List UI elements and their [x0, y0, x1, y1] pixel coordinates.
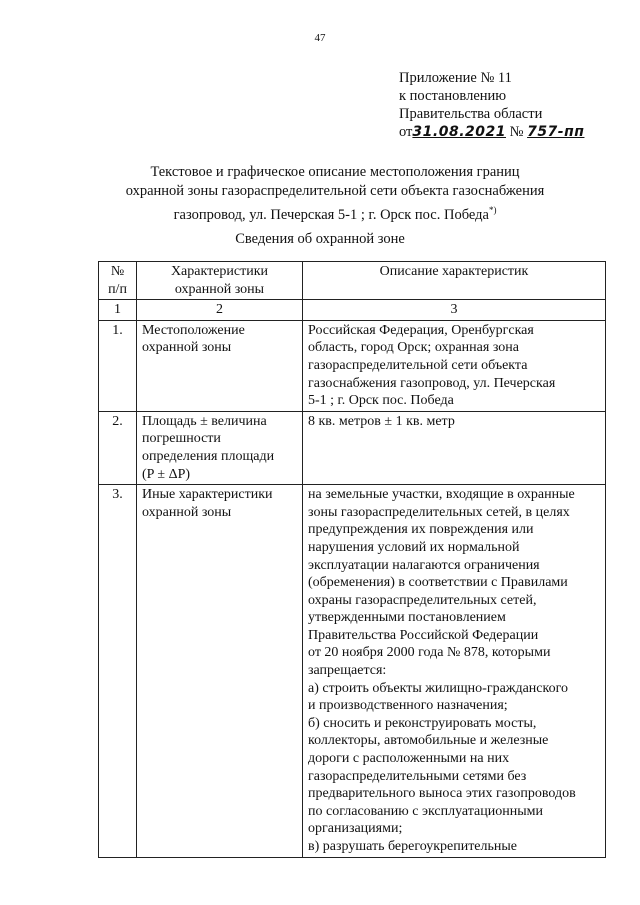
- header-number: № п/п: [99, 262, 137, 300]
- title-text: Текстовое и графическое описание местоположения границ охранной зоны газораспределительной сети объекта газоснабжения газопровод, ул. Печерская 5-1 ; г. Орск пос. Победа: [125, 164, 545, 223]
- zone-info-table: [98, 261, 606, 858]
- appendix-date-line: [399, 123, 584, 141]
- appendix-header: [399, 69, 584, 141]
- appendix-line-1: Приложение № 11: [399, 70, 512, 86]
- appendix-line-3: Правительства области: [399, 106, 543, 122]
- page-number: 47: [314, 32, 326, 44]
- table-header-row: [99, 262, 606, 300]
- footnote-mark: *): [488, 205, 497, 215]
- from-label: от: [399, 124, 413, 140]
- number-sign: №: [509, 124, 524, 140]
- row-number: 1.: [99, 320, 137, 411]
- row-number: 3.: [99, 485, 137, 857]
- appendix-line-2: к постановлению: [399, 88, 507, 104]
- table-row: [99, 320, 606, 411]
- handwritten-date: 31.08.2021: [412, 124, 506, 140]
- header-description: Описание характеристик: [303, 262, 606, 300]
- column-number-1: 1: [99, 300, 137, 321]
- header-characteristic: Характеристики охранной зоны: [137, 262, 303, 300]
- row-characteristic: Местоположение охранной зоны: [137, 320, 303, 411]
- document-title: [60, 163, 610, 225]
- row-description: на земельные участки, входящие в охранные зоны газораспределительных сетей, в целях предупреждения их повреждения или нарушения условий их нормальной эксплуатации налагаются ограничения (обременения) в соответствии с Правилами охраны газораспределительных сетей, утвержденными постановлением Правительства Российской Федерации от 20 ноября 2000 года № 878, которыми запрещается: а) строить объекты жилищно-гражданского и производственного назначения; б) сносить и реконструировать мосты, коллекторы, автомобильные и железные дороги с расположенными на них газораспределительными сетями без предварительного выноса этих газопроводов по согласованию с эксплуатационными организациями; в) разрушать берегоукрепительные: [303, 485, 606, 857]
- row-characteristic: Иные характеристики охранной зоны: [137, 485, 303, 857]
- row-number: 2.: [99, 411, 137, 484]
- column-number-2: 2: [137, 300, 303, 321]
- table-row: [99, 411, 606, 484]
- row-description: 8 кв. метров ± 1 кв. метр: [303, 411, 606, 484]
- handwritten-number: 757-пп: [527, 124, 585, 140]
- row-characteristic: Площадь ± величина погрешности определения площади (P ± ΔP): [137, 411, 303, 484]
- section-subtitle: Сведения об охранной зоне: [235, 231, 405, 247]
- table-row: [99, 485, 606, 857]
- column-number-3: 3: [303, 300, 606, 321]
- column-number-row: [99, 300, 606, 321]
- row-description: Российская Федерация, Оренбургская область, город Орск; охранная зона газораспределительной сети объекта газоснабжения газопровод, ул. Печерская 5-1 ; г. Орск пос. Победа: [303, 320, 606, 411]
